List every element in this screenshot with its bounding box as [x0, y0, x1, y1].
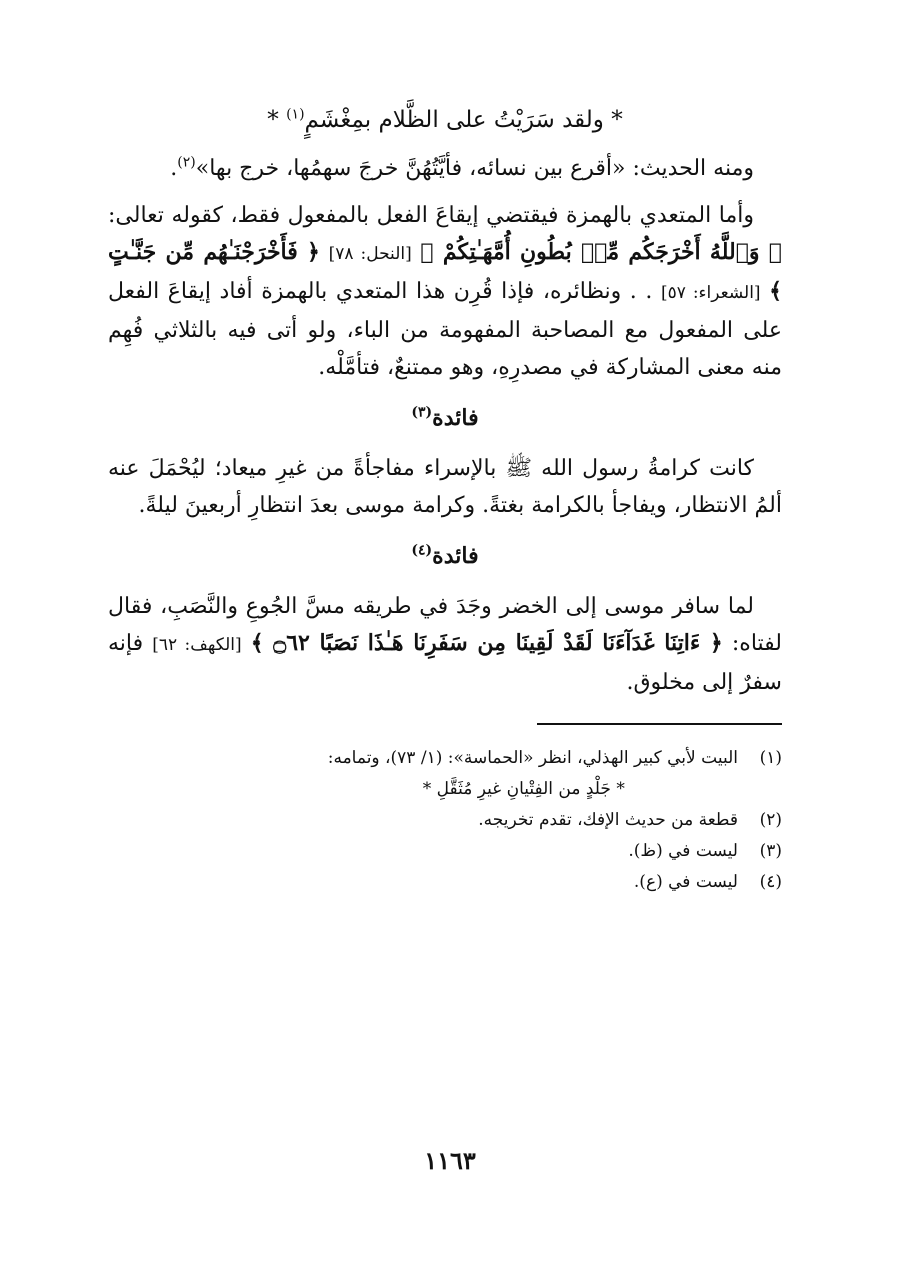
footnote-text: ليست في (ع). — [633, 872, 738, 892]
footnote-text: قطعة من حديث الإفك، تقدم تخريجه. — [478, 810, 738, 830]
fawaid-text-2b: فإنه سفرٌ إلى مخلوق. — [108, 631, 782, 695]
verse-line — [108, 100, 782, 140]
hadith-tail: . — [170, 156, 178, 181]
fawaid-heading-1 — [108, 400, 782, 436]
fawaid-title-1: فائدة — [432, 405, 479, 431]
fawaid-heading-2 — [108, 538, 782, 574]
fawaid-text-1: كانت كرامةُ رسول الله ﷺ بالإسراء مفاجأةً من غيرِ ميعاد؛ ليُحْمَلَ عنه ألمُ الانتظار، ويفاجأ بالكرامة بغتةً. وكرامة موسى بعدَ انتظارِ أربعينَ ليلةً. — [108, 456, 782, 518]
footnote-number: (٣) — [759, 841, 782, 861]
footnote-text: البيت لأبي كبير الهذلي، انظر «الحماسة»: (١/ ٧٣)، وتمامه: — [327, 748, 738, 768]
fawaid-paragraph-1 — [108, 450, 782, 524]
verse-text: * ولقد سَرَيْتُ على الظَّلام بمِغْشَمٍ — [304, 107, 623, 133]
transitive-body: . . ونظائره، فإذا قُرِن هذا المتعدي بالهمزة أفاد إيقاعَ الفعل على المفعول مع المصاحبة المفهومة من الباء، ولو أتى فيه بالثلاثي فُهِم منه معنى المشاركة في مصدرِهِ، وهو ممتنعٌ، فتأمَّلْه. — [108, 279, 782, 380]
footnote-3 — [108, 836, 782, 867]
footnote-divider — [537, 723, 782, 725]
ref-shuara: [الشعراء: ٥٧] — [660, 283, 761, 303]
footnote-2 — [108, 805, 782, 836]
footnote-number: (٤) — [759, 872, 782, 892]
page-body — [108, 100, 782, 898]
fawaid-paragraph-2 — [108, 588, 782, 701]
hadith-text: ومنه الحديث: «أقرع بين نسائه، فأيَّتُهُنَّ خرجَ سهمُها، خرج بها» — [195, 156, 754, 181]
footnote-text: ليست في (ظ). — [628, 841, 738, 861]
ref-nahl: [النحل: ٧٨] — [328, 244, 412, 264]
footnote-marker-4: (٤) — [411, 542, 433, 559]
footnote-1 — [108, 743, 782, 774]
quran-quote-kahf: ﴿ ءَاتِنَا غَدَآءَنَا لَقَدْ لَقِينَا مِن سَفَرِنَا هَـٰذَا نَصَبًا ۝٦٢ ﴾ — [250, 630, 723, 656]
quran-quote-shuara: ﴿ فَأَخْرَجْنَـٰهُم مِّن جَنَّـٰتٍ ﴾ — [108, 239, 783, 304]
footnote-number: (٢) — [759, 810, 782, 830]
fawaid-title-2: فائدة — [432, 543, 479, 569]
verse-end-star: * — [267, 107, 279, 133]
footnote-4 — [108, 867, 782, 898]
footnote-marker-2: (٢) — [177, 154, 196, 171]
footnote-marker-3: (٣) — [411, 404, 433, 421]
paragraph-transitive — [108, 197, 782, 386]
footnote-marker-1: (١) — [286, 106, 305, 123]
fawaid-text-2a: لما سافر موسى إلى الخضر وجَدَ في طريقه مسَّ الجُوعِ والنَّصَبِ، فقال لفتاه: — [108, 594, 782, 656]
transitive-intro: وأما المتعدي بالهمزة فيقتضي إيقاعَ الفعل بالمفعول فقط، كقوله تعالى: — [108, 203, 754, 228]
quran-quote-nahl: ﴿ وَٱللَّهُ أَخْرَجَكُم مِّنۢ بُطُونِ أُمَّهَـٰتِكُمْ ﴾ — [420, 239, 783, 265]
footnote-number: (١) — [759, 748, 782, 768]
paragraph-hadith — [108, 150, 782, 187]
footnotes — [108, 743, 782, 898]
footnote-1-verse: * جَلْدٍ من الفِتْيانِ غيرِ مُثَقَّلِ * — [422, 779, 625, 799]
ref-kahf: [الكهف: ٦٢] — [152, 635, 242, 655]
page-number: ١١٦٣ — [424, 1146, 476, 1175]
